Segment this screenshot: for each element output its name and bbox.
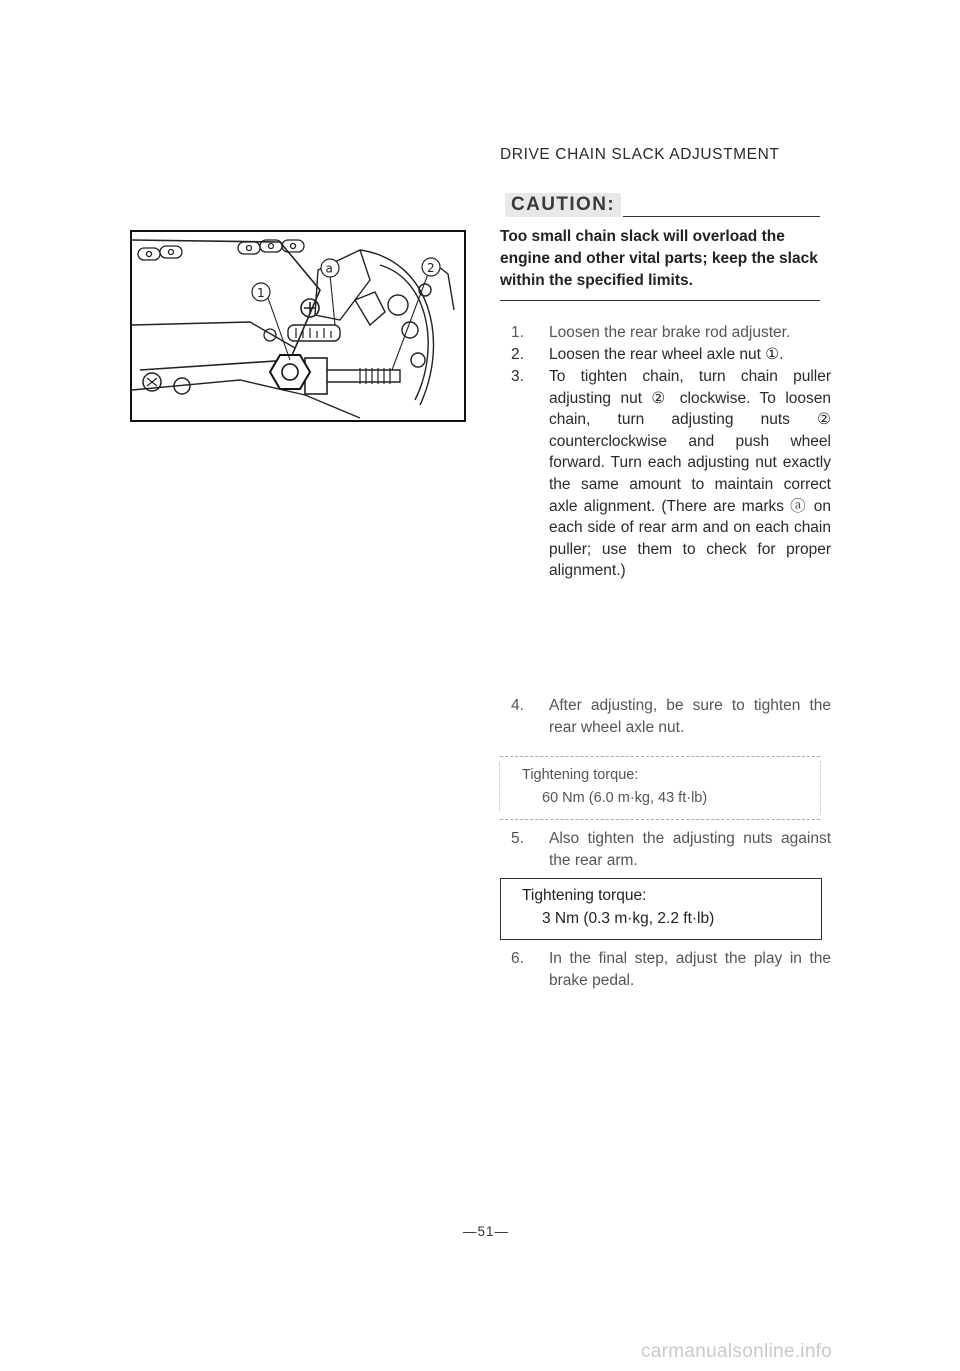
watermark: carmanualsonline.info [641,1341,833,1362]
step-1 [511,322,826,346]
step-5-number: 5. [511,830,524,847]
step-5-text: Also tighten the adjusting nuts against the rear arm. [549,830,831,869]
step-2-number: 2. [511,346,524,363]
caution-rule-bottom [500,300,820,301]
torque-adjuster-value: 3 Nm (0.3 m·kg, 2.2 ft·lb) [542,910,715,927]
section-title: DRIVE CHAIN SLACK ADJUSTMENT [500,146,780,163]
caution-rule-top [623,216,820,217]
torque-axle-value: 60 Nm (6.0 m·kg, 43 ft·lb) [542,790,708,806]
callout-1: 1 [257,286,265,300]
chain-adjuster-illustration [130,230,466,422]
step-4-number: 4. [511,697,524,714]
caution-text: Too small chain slack will overload the engine and other vital parts; keep the slack within the specified limits. [500,228,818,289]
step-6-text: In the final step, adjust the play in the brake pedal. [549,950,831,989]
torque-spec-adjuster [500,878,822,940]
step-1-number: 1. [511,324,524,341]
step-1-text: Loosen the rear brake rod adjuster. [549,324,791,341]
torque-axle-label: Tightening torque: [522,767,639,783]
torque-adjuster-label: Tightening torque: [522,887,647,904]
step-3-number: 3. [511,368,524,385]
step-2-text: Loosen the rear wheel axle nut ①. [549,346,784,363]
page-number: —51— [463,1224,510,1239]
step-5 [511,828,831,872]
step-2 [511,344,826,368]
callout-2: 2 [427,261,435,275]
callout-a: a [325,261,333,276]
torque-spec-axle [500,756,820,820]
step-6-number: 6. [511,950,524,967]
step-6 [511,948,831,994]
step-4-text: After adjusting, be sure to tighten the rear wheel axle nut. [549,697,831,736]
caution-label: CAUTION: [505,193,621,217]
step-3-text: To tighten chain, turn chain puller adjusting nut ② clockwise. To loosen chain, turn adjusting nuts ② counterclockwise and push wheel forward. Turn each adjusting nut exactly the same amount to maintain correct axle alignment. (There are marks ⓐ on each side of rear arm and on each chain puller; use them to check for proper alignment.) [549,368,831,580]
step-3 [511,366,831,606]
step-4 [511,695,831,741]
chain-adjuster-figure [130,230,466,422]
